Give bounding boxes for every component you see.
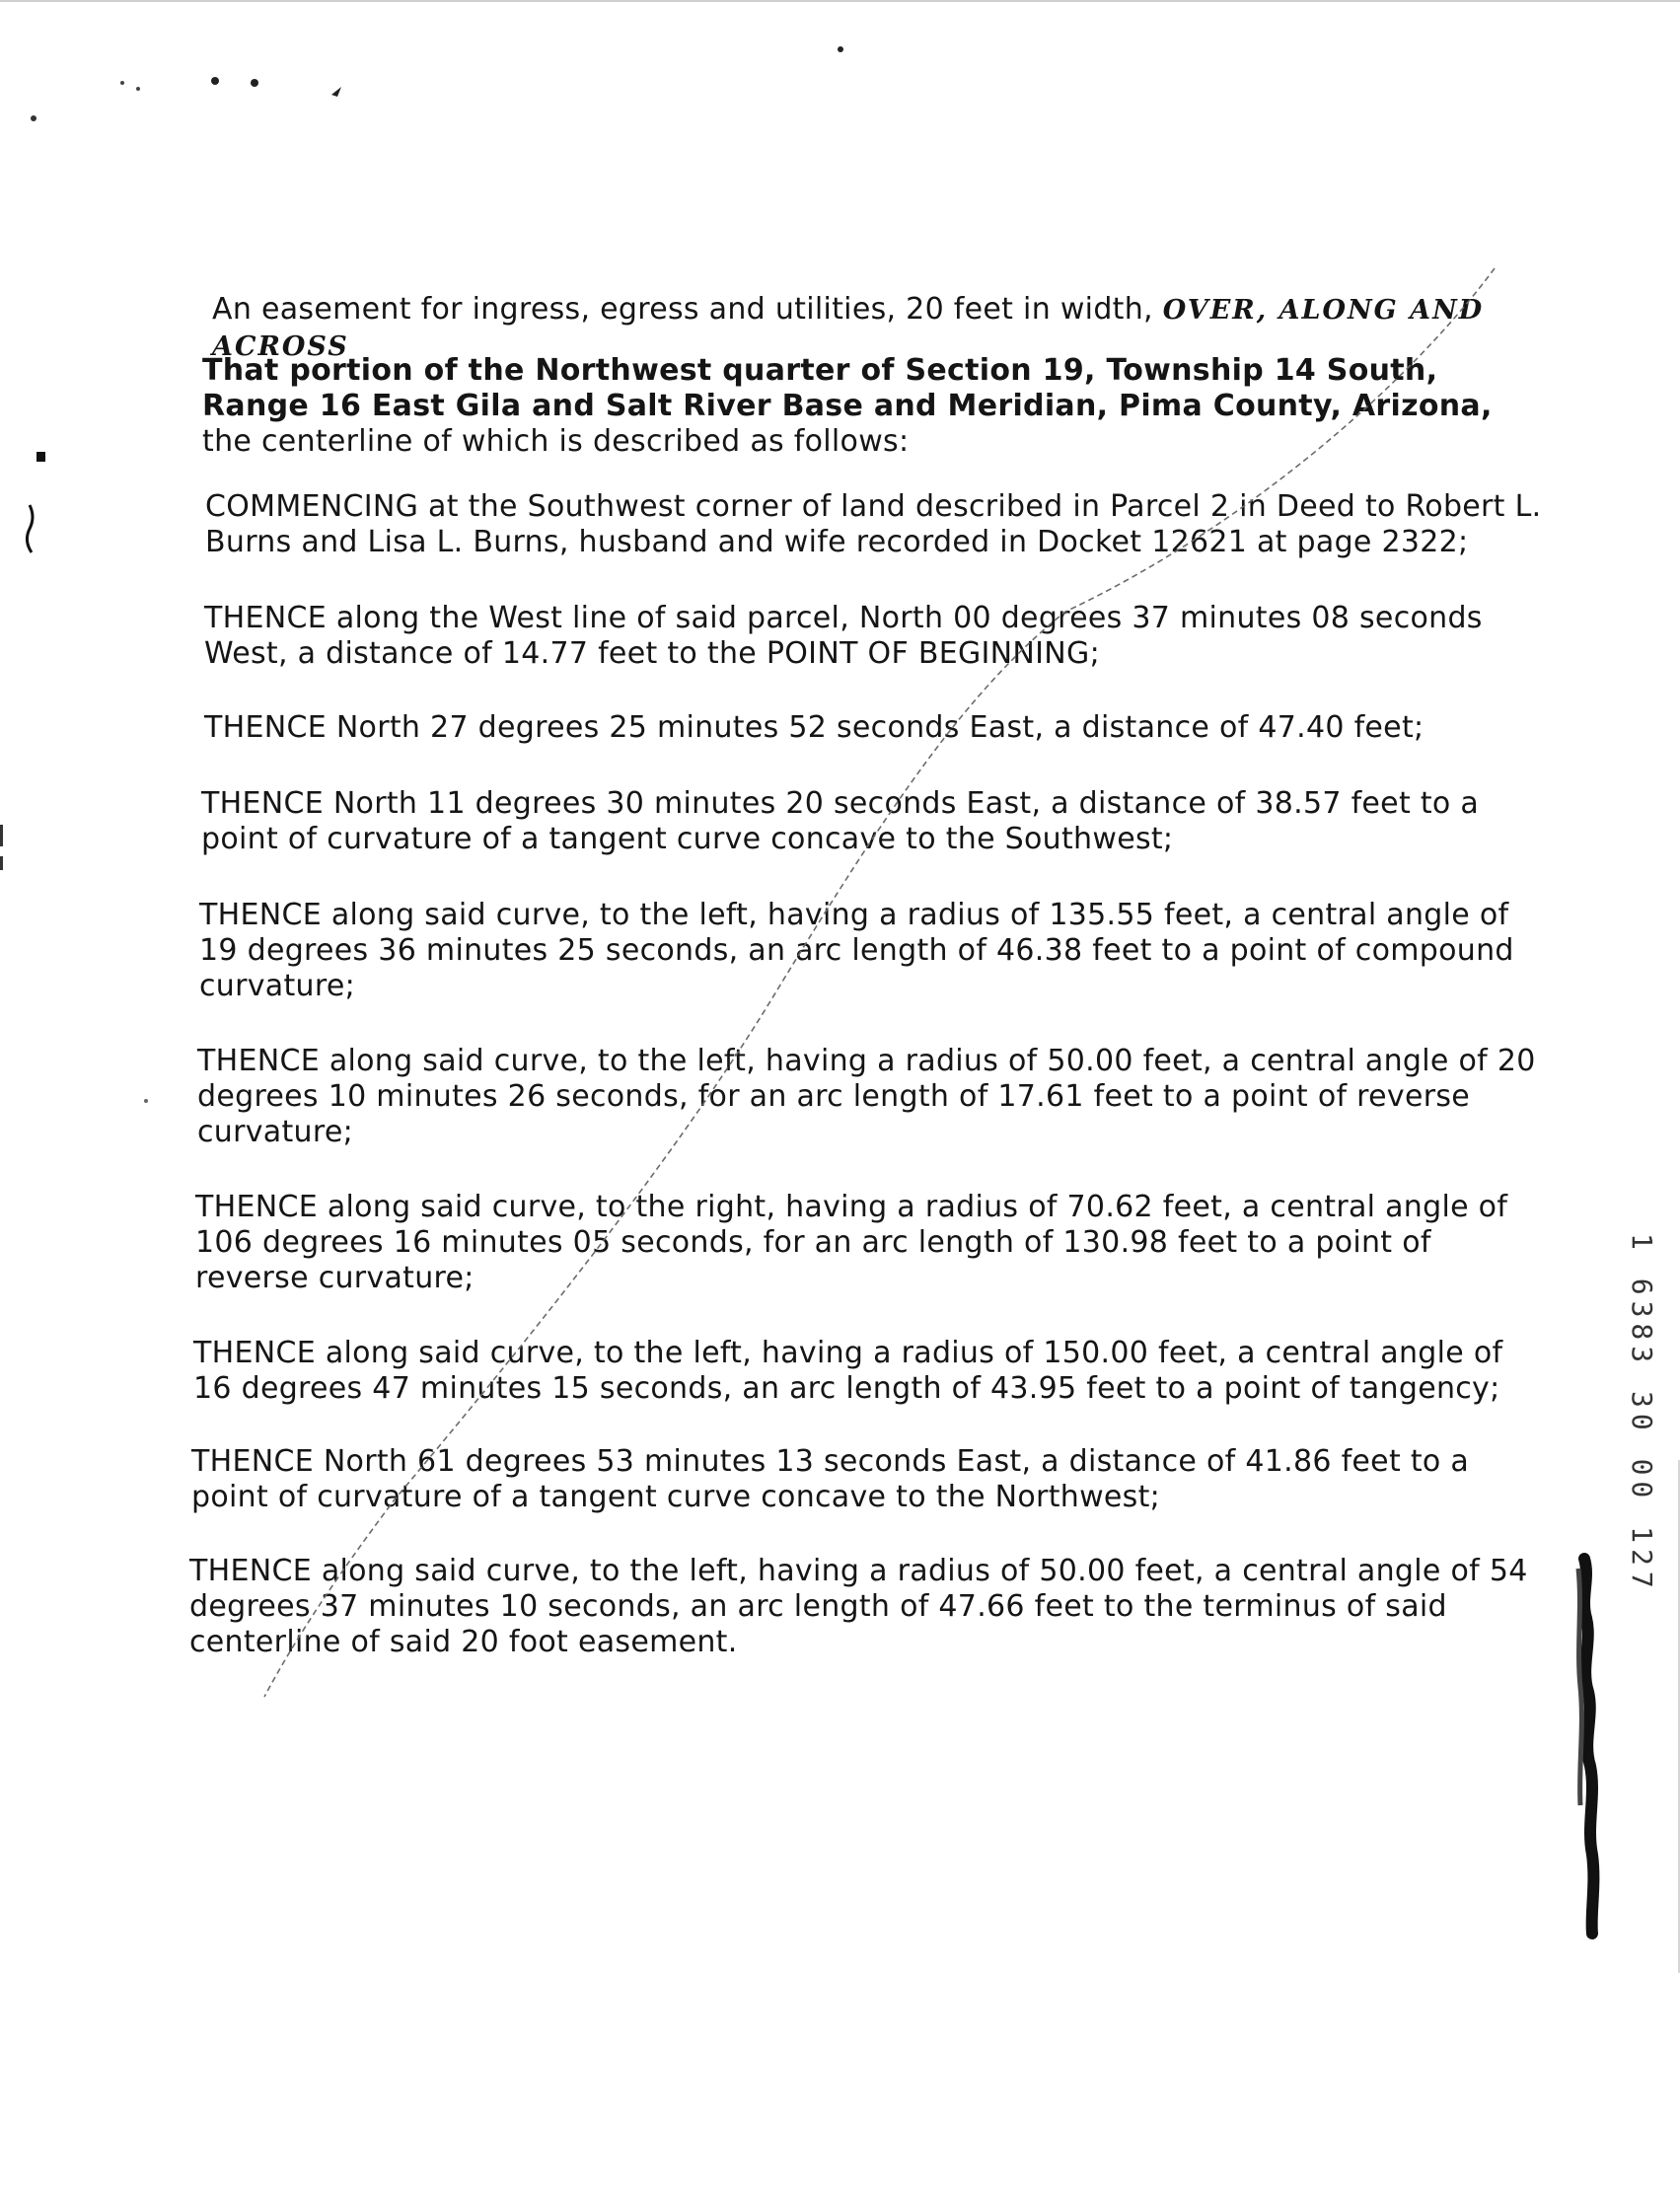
course-paragraph: THENCE along said curve, to the left, having a radius of 150.00 feet, a central angle of 16 degrees 47 minutes 15 seconds, an arc length of 43.95 feet to a point of tangency;: [193, 1336, 1503, 1406]
course-paragraph: THENCE North 61 degrees 53 minutes 13 seconds East, a distance of 41.86 feet to a point of curvature of a tangent curve concave to the Northwest;: [191, 1444, 1470, 1514]
scan-speck: [0, 856, 3, 870]
intro-text: An easement for ingress, egress and utilities, 20 feet in width,: [212, 292, 1153, 327]
scan-speck: [838, 46, 843, 52]
scan-speck: [331, 87, 341, 97]
handwritten-annotation: OVER, ALONG AND ACROSS: [212, 295, 1485, 362]
commencing-paragraph: COMMENCING at the Southwest corner of land described in Parcel 2 in Deed to Robert L. Burns and Lisa L. Burns, husband and wife recorded in Docket 12621 at page 2322;: [205, 489, 1542, 559]
scan-speck: [211, 77, 219, 85]
scan-speck: [136, 87, 140, 91]
course-paragraph: THENCE along the West line of said parcel, North 00 degrees 37 minutes 08 seconds West, a distance of 14.77 feet to the POINT OF BEGINNING;: [204, 601, 1483, 671]
scan-speck: [251, 79, 258, 87]
scan-speck: [144, 1099, 148, 1103]
course-paragraph: THENCE North 11 degrees 30 minutes 20 seconds East, a distance of 38.57 feet to a point of curvature of a tangent curve concave to the Southwest;: [201, 786, 1480, 856]
course-paragraph: THENCE North 27 degrees 25 minutes 52 seconds East, a distance of 47.40 feet;: [204, 710, 1424, 745]
scan-speck: [120, 81, 124, 85]
course-paragraph: THENCE along said curve, to the left, having a radius of 50.00 feet, a central angle of 54 degrees 37 minutes 10 seconds, an arc length of 47.66 feet to the terminus of said centerline of said 20 foot easement.: [189, 1554, 1528, 1659]
scan-speck: [31, 115, 37, 121]
binding-mark: [1578, 1569, 1581, 1805]
diagonal-strike-line: [264, 268, 1495, 1697]
scan-speck: [37, 452, 45, 462]
scan-speck: [0, 825, 3, 846]
binding-mark: [1584, 1559, 1593, 1934]
scan-speck: [27, 505, 33, 552]
course-paragraph: THENCE along said curve, to the right, having a radius of 70.62 feet, a central angle of 106 degrees 16 minutes 05 seconds, for an arc length of 130.98 feet to a point of reverse curvature;: [195, 1190, 1508, 1295]
legal-description-bold: That portion of the Northwest quarter of Section 19, Township 14 South, Range 16 East Gila and Salt River Base and Meridian, Pima County, Arizona,: [202, 353, 1493, 423]
recording-stamp-number: 1 6383 30 00 127: [1626, 1233, 1658, 1594]
course-paragraph: THENCE along said curve, to the left, having a radius of 50.00 feet, a central angle of 20 degrees 10 minutes 26 seconds, for an arc length of 17.61 feet to a point of reverse curvature;: [197, 1044, 1536, 1149]
course-paragraph: THENCE along said curve, to the left, having a radius of 135.55 feet, a central angle of 19 degrees 36 minutes 25 seconds, an arc length of 46.38 feet to a point of compound curvature;: [199, 898, 1514, 1003]
legal-description-rest: the centerline of which is described as follows:: [202, 424, 910, 459]
